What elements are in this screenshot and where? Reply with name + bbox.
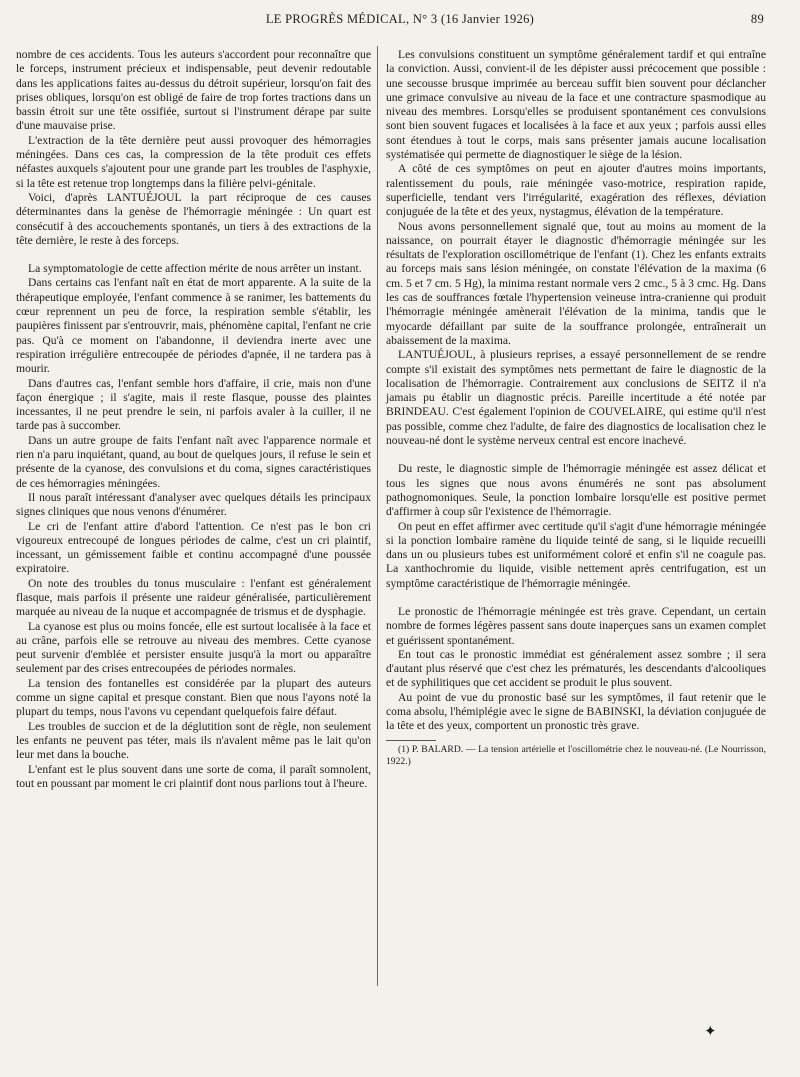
paragraph: La tension des fontanelles est considérée par la plupart des auteurs comme un signe capital et presque constant. Bien que nous l'ayons noté la plupart du temps, nous l'avons vu cependant quelquefois faire défaut. <box>16 676 371 719</box>
column-divider <box>377 46 378 986</box>
paragraph: Nous avons personnellement signalé que, tout au moins au moment de la naissance, on pourrait étayer le diagnostic d'hémorragie méningée sur les résultats de l'exploration oscillométrique de l'enfant (1). Chez les enfants extraits au forceps mais sans lésion méningée, on constate l'élévation de la maxima (6 cm. 5 et 7 cm. 5 Hg), la minima restant normale vers 2 cmc., 5 à 3 cmc. Hg. Dans les cas de souffrances fœtale l'hypertension veineuse intra-cranienne qui produit l'hémorragie méningée amènerait l'élévation de la minima, tandis que le myocarde défaillant par suite de la souffrance prolongée, entraînerait un abaissement de la maxima. <box>386 219 766 347</box>
page-number: 89 <box>750 12 764 26</box>
left-column <box>16 48 371 791</box>
paragraph: La cyanose est plus ou moins foncée, elle est surtout localisée à la face et au crâne, parfois elle se retrouve au niveau des membres. Cette cyanose peut survenir d'emblée et persister ensuite jusqu'à la mort ou apparaître seulement par des crises entrecoupées de périodes normales. <box>16 619 371 676</box>
paragraph: A côté de ces symptômes on peut en ajouter d'autres moins importants, ralentissement du pouls, raie méningée vaso-motrice, respiration rapide, superficielle, tendant vers l'irrégularité, exagération des réflexes, déviation conjuguée de la tête et des yeux, nystagmus, élévation de la température. <box>386 162 766 219</box>
paragraph: On note des troubles du tonus musculaire : l'enfant est généralement flasque, mais parfois il présente une raideur généralisée, particulièrement marquée au niveau de la nuque et accompagnée de trismus et de dysphagie. <box>16 576 371 619</box>
footnote: (1) P. BALARD. — La tension artérielle et l'oscillométrie chez le nouveau-né. (Le Nourrisson, 1922.) <box>386 743 766 767</box>
paragraph: La symptomatologie de cette affection mérite de nous arrêter un instant. <box>28 262 362 276</box>
paragraph: Le pronostic de l'hémorragie méningée est très grave. Cependant, un certain nombre de formes légères passent sans doute inaperçues sans un examen complet et guérissent spontanément. <box>386 604 766 647</box>
paragraph: Le cri de l'enfant attire d'abord l'attention. Ce n'est pas le bon cri vigoureux entrecoupé de longues périodes de calme, c'est un cri plaintif, incessant, un gémissement faible et continu accompagné d'une poussée expiratoire. <box>16 519 371 576</box>
running-head <box>0 12 800 32</box>
paragraph: L'extraction de la tête dernière peut aussi provoquer des hémorragies méningées. Dans ces cas, la compression de la tête produit ces effets néfastes auxquels s'ajoutent pour une grande part les troubles de l'asphyxie, si la tête est retenue trop longtemps dans la filière pelvi-génitale. <box>16 133 371 190</box>
paragraph: Dans d'autres cas, l'enfant semble hors d'affaire, il crie, mais non d'une façon énergique ; il s'agite, mais il reste flasque, pousse des plaintes incessantes, il ne peut prendre le sein, ni parfois avaler à la cuiller, il ne tarde pas à succomber. <box>16 376 371 433</box>
journal-title: LE PROGRÈS MÉDICAL, N° 3 (16 Janvier 1926) <box>265 12 535 26</box>
footnote-rule <box>386 740 436 741</box>
right-column <box>386 48 766 768</box>
paragraph: nombre de ces accidents. Tous les auteurs s'accordent pour reconnaître que le forceps, instrument précieux et indispensable, peut devenir redoutable dans les applications faites au-dessus du détroit supérieur, lorsqu'on fait des prises obliques, lorsqu'on est obligé de faire de trop fortes tractions dans un bassin étroit sur une tête ossifiée, surtout si l'instrument dérape par suite d'une mauvaise prise. <box>16 48 371 133</box>
paragraph: Il nous paraît intéressant d'analyser avec quelques détails les principaux signes cliniques que nous venons d'énumérer. <box>16 490 371 519</box>
paragraph: Les troubles de succion et de la déglutition sont de règle, non seulement les enfants ne peuvent pas téter, mais ils n'avalent même pas le lait qu'on leur met dans la bouche. <box>16 719 371 762</box>
paragraph: Dans un autre groupe de faits l'enfant naît avec l'apparence normale et rien n'a paru inquiétant, quand, au bout de quelques jours, il refuse le sein et présente de la cyanose, des convulsions et du coma, signes caractéristiques de ces hémorragies méningées. <box>16 433 371 490</box>
paragraph: L'enfant est le plus souvent dans une sorte de coma, il paraît somnolent, tout en poussant par moment le cri plaintif dont nous parlions tout à l'heure. <box>16 762 371 790</box>
end-mark-icon: ✦ <box>704 1024 717 1040</box>
paragraph: Au point de vue du pronostic basé sur les symptômes, il faut retenir que le coma absolu, l'hémiplégie avec le signe de BABINSKI, la déviation conjuguée de la tête et des yeux, comportent un pronostic très grave. <box>386 690 766 733</box>
paragraph: LANTUÉJOUL, à plusieurs reprises, a essayé personnellement de se rendre compte s'il existait des symptômes nets permettant de faire le diagnostic de la localisation de l'hémorragie. Contrairement aux conclusions de SEITZ il n'a jamais pu établir un diagnostic précis. Pareille incertitude a été notée par BRINDEAU. C'est également l'opinion de COUVELAIRE, qui estime qu'il n'est pas possible, comme chez l'adulte, de faire des diagnostics de localisation chez le nouveau-né dont le système nerveux central est encore inachevé. <box>386 348 766 448</box>
paragraph: Les convulsions constituent un symptôme généralement tardif et qui entraîne la conviction. Aussi, convient-il de les dépister aussi précocement que possible : une secousse brusque imprimée au berceau suffit bien souvent pour déclancher une grimace convulsive au niveau de la face et une contracture spasmodique au niveau des membres. Lorsqu'elles se produisent spontanément ces convulsions sont bien souvent fugaces et localisées à la face et aux yeux ; parfois aussi elles sont étendues à tout le corps, mais sans présenter jamais aucune localisation systématisée qui permette de diagnostiquer le siège de la lésion. <box>386 48 766 162</box>
paragraph: Du reste, le diagnostic simple de l'hémorragie méningée est assez délicat et tous les signes que nous avons énumérés ne sont pas absolument pathognomoniques. Seule, la ponction lombaire lorsqu'elle est positive permet d'affirmer à coup sûr l'existence de l'hémorragie. <box>386 462 766 519</box>
paragraph: On peut en effet affirmer avec certitude qu'il s'agit d'une hémorragie méningée si la ponction lombaire ramène du liquide teinté de sang, si le liquide recueilli dans un ou plusieurs tubes est uniformément coloré et enfin s'il ne coagule pas. La xanthochromie du liquide, visible nettement après centrifugation, est un symptôme caractéristique de l'hémorragie méningée. <box>386 519 766 590</box>
paragraph: Voici, d'après LANTUÉJOUL la part réciproque de ces causes déterminantes dans la genèse de l'hémorragie méningée : Un quart est consécutif à des accouchements spontanés, un tiers à des extractions de la tête dernière, le reste à des forceps. <box>16 190 371 247</box>
paragraph: En tout cas le pronostic immédiat est généralement assez sombre ; il sera d'autant plus réservé que c'est chez les prématurés, les descendants d'alcooliques et de syphilitiques que cet accident se produit le plus souvent. <box>386 647 766 690</box>
paragraph: Dans certains cas l'enfant naît en état de mort apparente. A la suite de la thérapeutique employée, l'enfant commence à se ranimer, les battements du cœur reprennent un peu de force, la respiration semble s'établir, les paupières finissent par s'entrouvrir, mais, phénomène capital, l'enfant ne crie pas. Qu'à ce moment on l'abandonne, il deviendra inerte avec une respiration irrégulière entrecoupée de périodes d'apnée, il ne tardera pas à mourir. <box>16 276 371 376</box>
